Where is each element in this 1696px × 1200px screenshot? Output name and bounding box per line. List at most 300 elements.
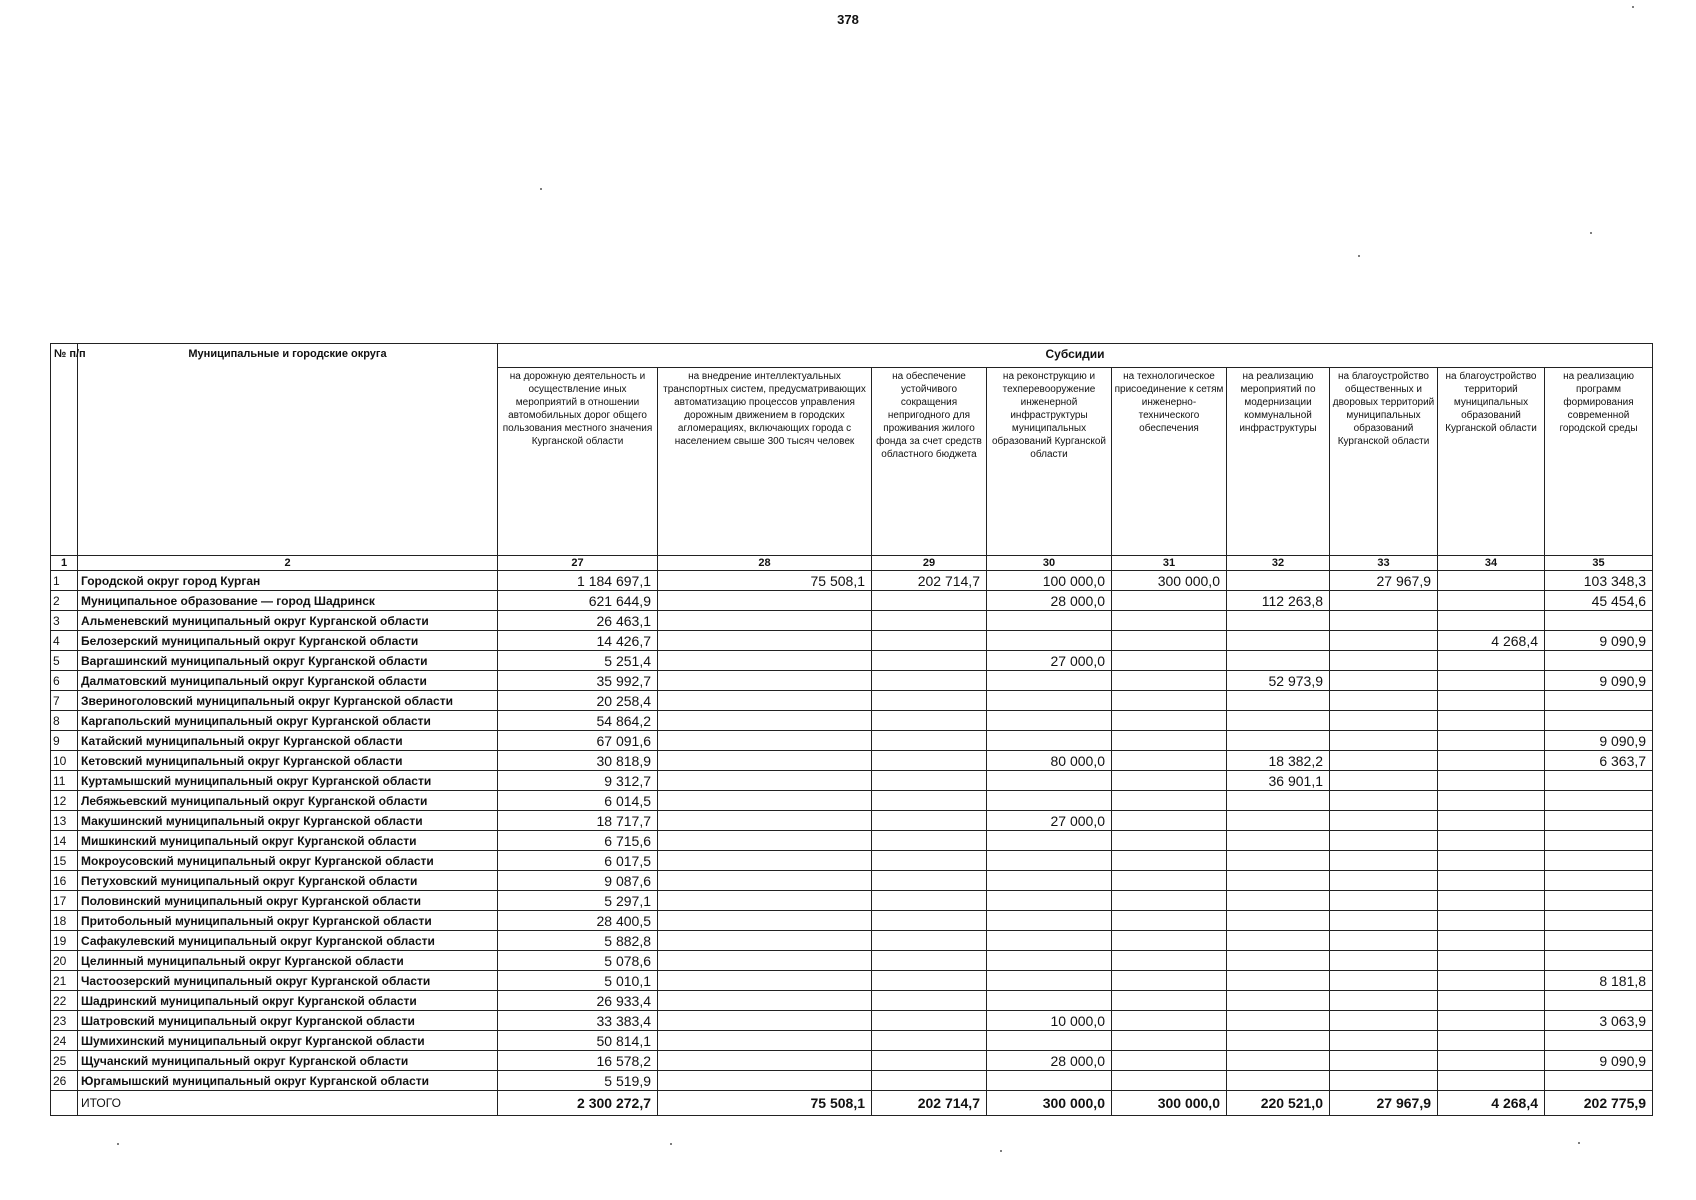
scan-speck (117, 1143, 119, 1145)
scan-speck (540, 188, 542, 190)
subsidy-value (872, 971, 987, 991)
subsidy-value (1438, 671, 1545, 691)
subsidy-value (1112, 791, 1227, 811)
subsidy-value: 28 400,5 (498, 911, 658, 931)
subsidy-value (1227, 711, 1330, 731)
table-row (51, 891, 1653, 911)
subsidy-value: 300 000,0 (1112, 571, 1227, 591)
subsidy-value (1330, 991, 1438, 1011)
table-row (51, 1051, 1653, 1071)
row-number: 19 (51, 931, 78, 951)
subsidy-value (1112, 851, 1227, 871)
subsidy-value (987, 971, 1112, 991)
row-number: 25 (51, 1051, 78, 1071)
subsidy-value: 9 090,9 (1545, 1051, 1653, 1071)
subsidy-value (1545, 691, 1653, 711)
subsidy-value (1438, 651, 1545, 671)
subsidy-value (1438, 991, 1545, 1011)
subsidy-value (1438, 591, 1545, 611)
subsidy-value (1112, 671, 1227, 691)
subsidy-value: 26 463,1 (498, 611, 658, 631)
subsidy-value: 5 078,6 (498, 951, 658, 971)
subsidy-value: 5 882,8 (498, 931, 658, 951)
subsidy-value (658, 791, 872, 811)
subsidy-value (1112, 651, 1227, 671)
subsidy-value (1227, 831, 1330, 851)
subsidy-value (1330, 711, 1438, 731)
scan-speck (670, 1143, 672, 1145)
total-number (51, 1091, 78, 1116)
subsidy-value (872, 631, 987, 651)
subsidy-value (658, 871, 872, 891)
row-number: 7 (51, 691, 78, 711)
subsidy-value: 33 383,4 (498, 1011, 658, 1031)
total-value: 75 508,1 (658, 1091, 872, 1116)
subsidy-value (1330, 811, 1438, 831)
subsidy-value (1330, 831, 1438, 851)
subsidy-value: 75 508,1 (658, 571, 872, 591)
column-number: 1 (51, 556, 78, 571)
column-number: 2 (78, 556, 498, 571)
subsidy-value (1227, 951, 1330, 971)
subsidy-value (1438, 931, 1545, 951)
column-number-row (51, 556, 1653, 571)
subsidy-value (1330, 1051, 1438, 1071)
subsidy-value (872, 851, 987, 871)
subsidy-value (872, 1051, 987, 1071)
subsidy-value (1545, 831, 1653, 851)
subsidy-value (1330, 751, 1438, 771)
subsidy-value: 9 090,9 (1545, 731, 1653, 751)
subsidy-value (872, 891, 987, 911)
subsidy-value (658, 731, 872, 751)
subsidy-value: 100 000,0 (987, 571, 1112, 591)
subsidy-value: 103 348,3 (1545, 571, 1653, 591)
subsidy-value (658, 671, 872, 691)
subsidy-value (987, 951, 1112, 971)
subsidy-value: 202 714,7 (872, 571, 987, 591)
subsidy-value (987, 711, 1112, 731)
subsidy-value (1545, 891, 1653, 911)
subsidy-value: 9 090,9 (1545, 671, 1653, 691)
subsidy-value: 67 091,6 (498, 731, 658, 751)
header-column: на обеспечение устойчивого сокращения непригодного для проживания жилого фонда за счет средств областного бюджета (872, 368, 987, 556)
table-row (51, 871, 1653, 891)
subsidy-value (1438, 1051, 1545, 1071)
total-value: 300 000,0 (987, 1091, 1112, 1116)
region-name: Притобольный муниципальный округ Курганской области (78, 911, 498, 931)
row-number: 24 (51, 1031, 78, 1051)
subsidy-value (1438, 831, 1545, 851)
subsidy-value: 112 263,8 (1227, 591, 1330, 611)
subsidy-value (1438, 1031, 1545, 1051)
subsidy-value (1545, 651, 1653, 671)
row-number: 21 (51, 971, 78, 991)
subsidy-value (1227, 611, 1330, 631)
subsidy-value (872, 931, 987, 951)
subsidy-value (1438, 711, 1545, 731)
subsidy-value (1112, 591, 1227, 611)
subsidy-value (1112, 1071, 1227, 1091)
subsidy-value: 30 818,9 (498, 751, 658, 771)
subsidy-value (1112, 1051, 1227, 1071)
subsidy-value (987, 831, 1112, 851)
row-number: 4 (51, 631, 78, 651)
region-name: Далматовский муниципальный округ Курганской области (78, 671, 498, 691)
subsidy-value: 35 992,7 (498, 671, 658, 691)
subsidy-value (1330, 911, 1438, 931)
table-row (51, 591, 1653, 611)
subsidies-table (50, 343, 1653, 1116)
subsidy-value (872, 991, 987, 1011)
table-row (51, 711, 1653, 731)
subsidy-value: 4 268,4 (1438, 631, 1545, 651)
row-number: 17 (51, 891, 78, 911)
total-value: 27 967,9 (1330, 1091, 1438, 1116)
subsidy-value (1330, 1071, 1438, 1091)
total-label: ИТОГО (78, 1091, 498, 1116)
subsidy-value: 52 973,9 (1227, 671, 1330, 691)
region-name: Варгашинский муниципальный округ Курганской области (78, 651, 498, 671)
subsidy-value (1227, 1051, 1330, 1071)
header-column: на технологическое присоединение к сетям инженерно-технического обеспечения (1112, 368, 1227, 556)
subsidy-value: 6 017,5 (498, 851, 658, 871)
subsidy-value (1227, 931, 1330, 951)
table-row (51, 731, 1653, 751)
header-column: на благоустройство общественных и дворовых территорий муниципальных образований Курганской области (1330, 368, 1438, 556)
subsidy-value: 36 901,1 (1227, 771, 1330, 791)
subsidy-value: 10 000,0 (987, 1011, 1112, 1031)
subsidy-value (1227, 871, 1330, 891)
subsidy-value (872, 831, 987, 851)
subsidy-value (1112, 911, 1227, 931)
subsidy-value (1227, 811, 1330, 831)
header-subsidies: Субсидии (498, 344, 1653, 368)
subsidy-value (1112, 631, 1227, 651)
subsidy-value (1330, 691, 1438, 711)
subsidy-value (1112, 991, 1227, 1011)
total-value: 220 521,0 (1227, 1091, 1330, 1116)
subsidy-value (1112, 1031, 1227, 1051)
region-name: Мишкинский муниципальный округ Курганской области (78, 831, 498, 851)
column-number: 34 (1438, 556, 1545, 571)
region-name: Куртамышский муниципальный округ Курганской области (78, 771, 498, 791)
subsidy-value (1330, 871, 1438, 891)
subsidy-value (1545, 1071, 1653, 1091)
subsidy-value (1330, 951, 1438, 971)
total-value: 300 000,0 (1112, 1091, 1227, 1116)
subsidy-value (658, 911, 872, 931)
subsidy-value (1438, 911, 1545, 931)
subsidy-value: 5 519,9 (498, 1071, 658, 1091)
subsidy-value: 9 087,6 (498, 871, 658, 891)
subsidy-value (658, 851, 872, 871)
table-header (51, 344, 1653, 556)
subsidy-value: 16 578,2 (498, 1051, 658, 1071)
subsidy-value: 18 717,7 (498, 811, 658, 831)
subsidy-value (658, 931, 872, 951)
region-name: Муниципальное образование — город Шадринск (78, 591, 498, 611)
header-region: Муниципальные и городские округа (78, 344, 498, 556)
header-column: на реализацию программ формирования современной городской среды (1545, 368, 1653, 556)
subsidy-value: 27 967,9 (1330, 571, 1438, 591)
row-number: 8 (51, 711, 78, 731)
subsidy-value: 9 090,9 (1545, 631, 1653, 651)
subsidy-value (658, 711, 872, 731)
total-value: 2 300 272,7 (498, 1091, 658, 1116)
subsidy-value: 18 382,2 (1227, 751, 1330, 771)
header-column: на внедрение интеллектуальных транспортных систем, предусматривающих автоматизацию процессов управления дорожным движением в городских агломерациях, включающих города с населением свыше 300 тысяч человек (658, 368, 872, 556)
subsidy-value (872, 751, 987, 771)
table-row (51, 1071, 1653, 1091)
subsidy-value: 20 258,4 (498, 691, 658, 711)
subsidy-value (1545, 711, 1653, 731)
subsidy-value (987, 1031, 1112, 1051)
subsidy-value (987, 731, 1112, 751)
subsidy-value (872, 791, 987, 811)
subsidy-value (987, 791, 1112, 811)
subsidy-value (1112, 1011, 1227, 1031)
subsidy-value: 6 363,7 (1545, 751, 1653, 771)
row-number: 5 (51, 651, 78, 671)
region-name: Городской округ город Курган (78, 571, 498, 591)
column-number: 32 (1227, 556, 1330, 571)
subsidy-value (1330, 851, 1438, 871)
subsidy-value: 3 063,9 (1545, 1011, 1653, 1031)
subsidy-value (1112, 751, 1227, 771)
subsidy-value (987, 931, 1112, 951)
subsidy-value: 80 000,0 (987, 751, 1112, 771)
subsidy-value (658, 691, 872, 711)
header-column: на реализацию мероприятий по модернизации коммунальной инфраструктуры (1227, 368, 1330, 556)
subsidy-value: 14 426,7 (498, 631, 658, 651)
table-row (51, 631, 1653, 651)
subsidy-value (872, 871, 987, 891)
region-name: Кетовский муниципальный округ Курганской области (78, 751, 498, 771)
subsidy-value: 27 000,0 (987, 811, 1112, 831)
subsidy-value (1330, 1031, 1438, 1051)
subsidy-value (1438, 771, 1545, 791)
subsidy-value: 9 312,7 (498, 771, 658, 791)
subsidy-value (987, 1071, 1112, 1091)
column-number: 28 (658, 556, 872, 571)
subsidy-value (1545, 1031, 1653, 1051)
subsidy-value (1227, 1031, 1330, 1051)
subsidy-value (658, 751, 872, 771)
subsidy-value (1545, 611, 1653, 631)
subsidy-value (872, 731, 987, 751)
subsidy-value: 27 000,0 (987, 651, 1112, 671)
region-name: Звериноголовский муниципальный округ Курганской области (78, 691, 498, 711)
table-row (51, 611, 1653, 631)
subsidy-value (987, 691, 1112, 711)
table-row (51, 571, 1653, 591)
subsidy-value (1545, 951, 1653, 971)
table-body (51, 571, 1653, 1091)
subsidy-value (1545, 791, 1653, 811)
subsidy-value (1545, 931, 1653, 951)
column-number: 31 (1112, 556, 1227, 571)
subsidy-value (1112, 771, 1227, 791)
subsidy-value (658, 1031, 872, 1051)
subsidy-value: 28 000,0 (987, 1051, 1112, 1071)
subsidy-value: 621 644,9 (498, 591, 658, 611)
subsidy-value (872, 1031, 987, 1051)
header-row-number: № п/п (51, 344, 78, 556)
subsidy-value (1330, 651, 1438, 671)
subsidy-value (1112, 831, 1227, 851)
subsidy-value (1112, 691, 1227, 711)
subsidy-value (1545, 911, 1653, 931)
page-number: 378 (837, 12, 859, 27)
subsidy-value (658, 1051, 872, 1071)
scan-speck (1000, 1150, 1002, 1152)
region-name: Щучанский муниципальный округ Курганской области (78, 1051, 498, 1071)
subsidy-value (1112, 871, 1227, 891)
subsidy-value (1438, 611, 1545, 631)
row-number: 22 (51, 991, 78, 1011)
region-name: Лебяжьевский муниципальный округ Курганской области (78, 791, 498, 811)
subsidy-value: 50 814,1 (498, 1031, 658, 1051)
region-name: Половинский муниципальный округ Курганской области (78, 891, 498, 911)
subsidy-value (872, 591, 987, 611)
subsidy-value (1330, 771, 1438, 791)
subsidy-value (1330, 731, 1438, 751)
subsidy-value (1112, 931, 1227, 951)
subsidy-value (987, 631, 1112, 651)
subsidy-value (1112, 951, 1227, 971)
subsidy-value (658, 831, 872, 851)
subsidy-value (1330, 791, 1438, 811)
table-row (51, 771, 1653, 791)
column-number: 35 (1545, 556, 1653, 571)
subsidy-value (872, 1011, 987, 1031)
table-row (51, 911, 1653, 931)
subsidy-value (658, 991, 872, 1011)
subsidy-value: 45 454,6 (1545, 591, 1653, 611)
subsidy-value (872, 611, 987, 631)
subsidy-value (1227, 971, 1330, 991)
row-number: 6 (51, 671, 78, 691)
table-row (51, 671, 1653, 691)
subsidy-value (658, 891, 872, 911)
region-name: Петуховский муниципальный округ Курганской области (78, 871, 498, 891)
region-name: Альменевский муниципальный округ Курганской области (78, 611, 498, 631)
subsidy-value (1227, 691, 1330, 711)
subsidy-value (987, 851, 1112, 871)
subsidy-value (1545, 871, 1653, 891)
subsidy-value (987, 671, 1112, 691)
scan-speck (1590, 232, 1592, 234)
subsidy-value (658, 591, 872, 611)
row-number: 20 (51, 951, 78, 971)
row-number: 18 (51, 911, 78, 931)
subsidy-value (987, 891, 1112, 911)
region-name: Целинный муниципальный округ Курганской области (78, 951, 498, 971)
subsidy-value: 6 715,6 (498, 831, 658, 851)
subsidy-value (1227, 731, 1330, 751)
table-row (51, 831, 1653, 851)
total-value: 202 775,9 (1545, 1091, 1653, 1116)
subsidy-value (658, 1011, 872, 1031)
row-number: 12 (51, 791, 78, 811)
subsidy-value (1112, 731, 1227, 751)
subsidy-value (872, 811, 987, 831)
subsidy-value (1227, 911, 1330, 931)
region-name: Белозерский муниципальный округ Курганской области (78, 631, 498, 651)
column-number: 27 (498, 556, 658, 571)
subsidy-value (1330, 1011, 1438, 1031)
subsidy-value: 8 181,8 (1545, 971, 1653, 991)
row-number: 26 (51, 1071, 78, 1091)
row-number: 2 (51, 591, 78, 611)
row-number: 11 (51, 771, 78, 791)
row-number: 15 (51, 851, 78, 871)
region-name: Макушинский муниципальный округ Курганской области (78, 811, 498, 831)
subsidy-value (1330, 891, 1438, 911)
region-name: Катайский муниципальный округ Курганской области (78, 731, 498, 751)
subsidy-value (872, 671, 987, 691)
region-name: Юргамышский муниципальный округ Курганской области (78, 1071, 498, 1091)
subsidy-value (1545, 771, 1653, 791)
subsidy-value (1438, 571, 1545, 591)
column-number: 33 (1330, 556, 1438, 571)
subsidy-value (1227, 1071, 1330, 1091)
subsidy-value (658, 1071, 872, 1091)
subsidy-value (658, 971, 872, 991)
subsidy-value (872, 771, 987, 791)
table-row (51, 651, 1653, 671)
scan-speck (1358, 255, 1360, 257)
subsidy-value (1330, 611, 1438, 631)
table-row (51, 991, 1653, 1011)
table-row (51, 751, 1653, 771)
subsidy-value (1227, 891, 1330, 911)
subsidy-value (658, 811, 872, 831)
subsidy-value: 1 184 697,1 (498, 571, 658, 591)
table-row (51, 951, 1653, 971)
subsidy-value (1112, 811, 1227, 831)
subsidy-value: 6 014,5 (498, 791, 658, 811)
subsidy-value (1227, 851, 1330, 871)
subsidy-value (658, 631, 872, 651)
subsidy-value (1330, 591, 1438, 611)
subsidy-value (1545, 851, 1653, 871)
total-value: 4 268,4 (1438, 1091, 1545, 1116)
table-row (51, 691, 1653, 711)
row-number: 10 (51, 751, 78, 771)
subsidy-value (1112, 891, 1227, 911)
table-row (51, 1031, 1653, 1051)
subsidy-value: 5 251,4 (498, 651, 658, 671)
subsidy-value (1438, 691, 1545, 711)
subsidy-value (1438, 791, 1545, 811)
scan-speck (1632, 6, 1634, 8)
subsidy-value (1438, 951, 1545, 971)
subsidy-value: 5 010,1 (498, 971, 658, 991)
subsidy-value (987, 771, 1112, 791)
row-number: 14 (51, 831, 78, 851)
subsidy-value (987, 911, 1112, 931)
header-column: на благоустройство территорий муниципальных образований Курганской области (1438, 368, 1545, 556)
table-row (51, 931, 1653, 951)
row-number: 3 (51, 611, 78, 631)
region-name: Шадринский муниципальный округ Курганской области (78, 991, 498, 1011)
table-row (51, 851, 1653, 871)
row-number: 16 (51, 871, 78, 891)
row-number: 13 (51, 811, 78, 831)
subsidy-value (1227, 571, 1330, 591)
